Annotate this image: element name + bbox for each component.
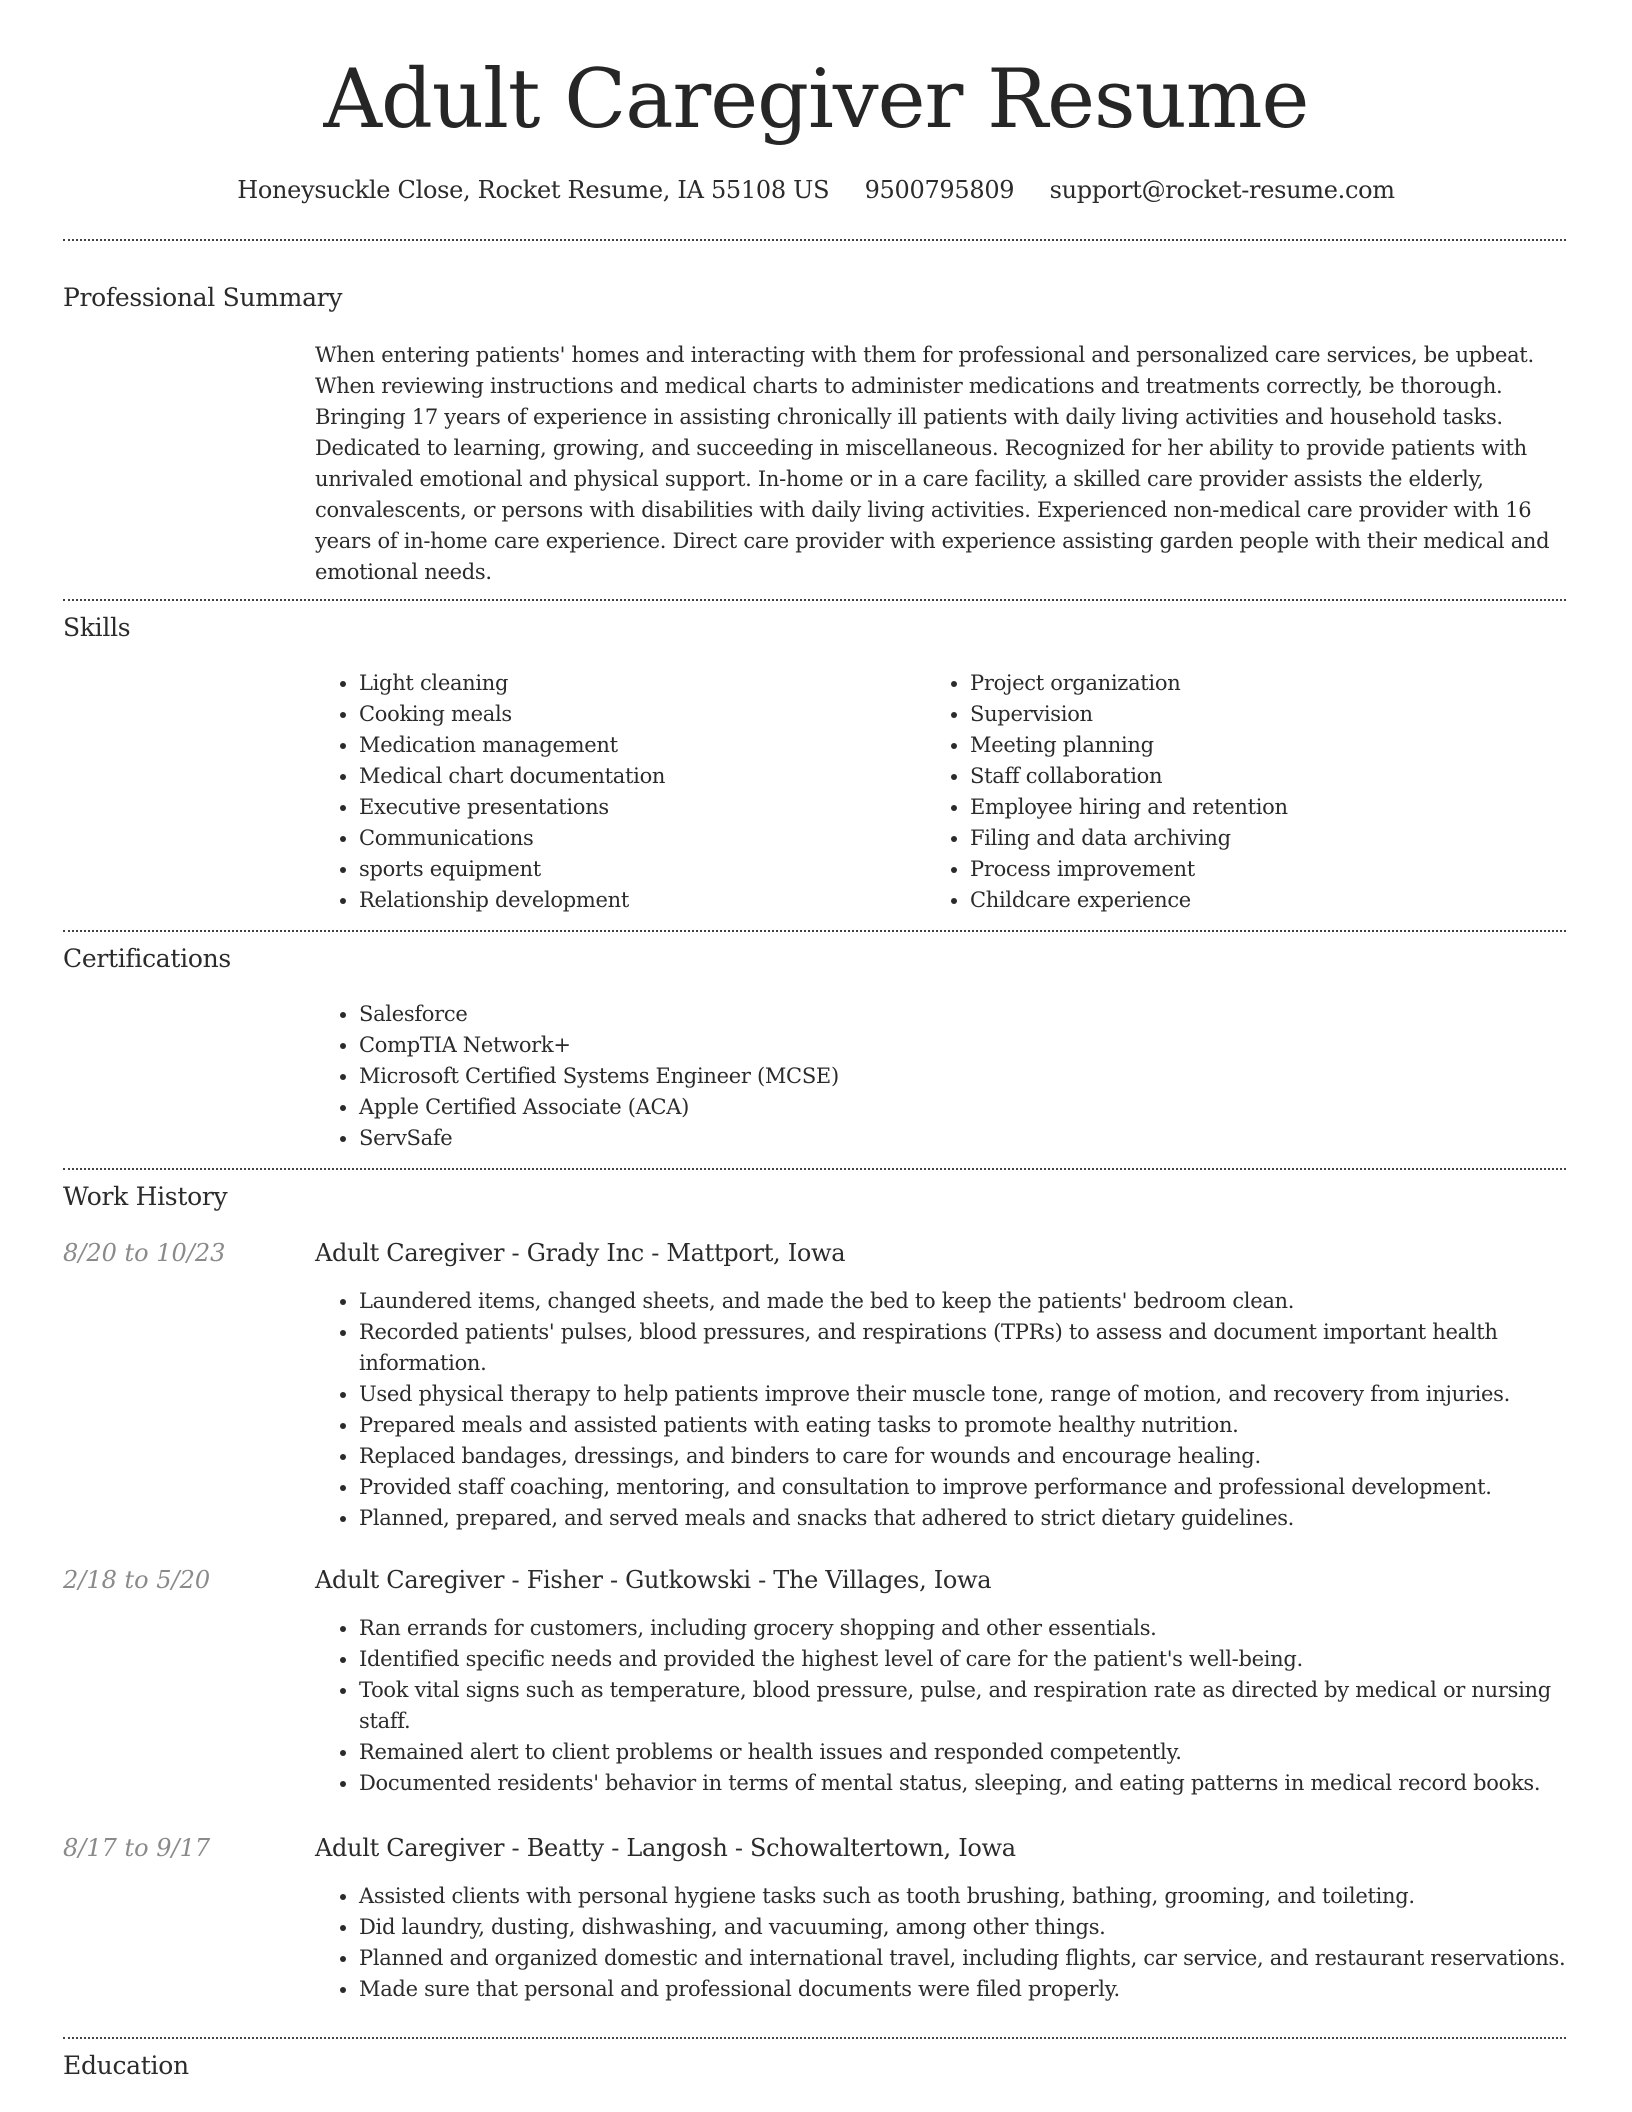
job-bullet: • Made sure that personal and professional documents were filed properly. <box>359 1974 1619 2005</box>
job-bullet: • Laundered items, changed sheets, and made the bed to keep the patients' bedroom clean. <box>359 1286 1559 1317</box>
certification-item: • Salesforce <box>359 999 1559 1030</box>
job-bullets <box>315 1613 1559 1799</box>
summary-heading: Professional Summary <box>63 283 343 312</box>
job-bullet: • Remained alert to client problems or health issues and responded competently. <box>359 1737 1559 1768</box>
skill-item: • Employee hiring and retention <box>970 792 1570 823</box>
education-heading: Education <box>63 2051 189 2080</box>
contact-email: support@rocket-resume.com <box>1049 176 1395 204</box>
job-bullet: • Replaced bandages, dressings, and binders to care for wounds and encourage healing. <box>359 1441 1559 1472</box>
skill-item: • Filing and data archiving <box>970 823 1570 854</box>
section-divider <box>63 1168 1566 1170</box>
skill-item: • Supervision <box>970 699 1570 730</box>
skill-item: • Medication management <box>359 730 919 761</box>
job-bullet: • Used physical therapy to help patients improve their muscle tone, range of motion, and recovery from injuries. <box>359 1379 1559 1410</box>
skill-item: • Cooking meals <box>359 699 919 730</box>
resume-title: Adult Caregiver Resume <box>323 53 1309 147</box>
job-title: Adult Caregiver - Grady Inc - Mattport, Iowa <box>315 1239 846 1267</box>
job-title: Adult Caregiver - Beatty - Langosh - Schowaltertown, Iowa <box>315 1834 1016 1862</box>
skill-item: • Medical chart documentation <box>359 761 919 792</box>
skill-item: • Communications <box>359 823 919 854</box>
skills-heading: Skills <box>63 613 131 642</box>
skill-item: • Relationship development <box>359 885 919 916</box>
job-dates: 2/18 to 5/20 <box>63 1566 211 1594</box>
skill-item: • sports equipment <box>359 854 919 885</box>
certification-item: • ServSafe <box>359 1123 1559 1154</box>
skill-item: • Staff collaboration <box>970 761 1570 792</box>
job-dates: 8/17 to 9/17 <box>63 1834 211 1862</box>
work-history-heading: Work History <box>63 1182 228 1211</box>
job-bullet: • Took vital signs such as temperature, blood pressure, pulse, and respiration rate as directed by medical or nursing staff. <box>359 1675 1559 1737</box>
contact-line <box>0 170 1632 210</box>
job-bullet: • Assisted clients with personal hygiene tasks such as tooth brushing, bathing, grooming, and toileting. <box>359 1881 1619 1912</box>
skill-item: • Project organization <box>970 668 1570 699</box>
skill-item: • Childcare experience <box>970 885 1570 916</box>
job-bullet: • Planned and organized domestic and international travel, including flights, car service, and restaurant reservations. <box>359 1943 1619 1974</box>
job-bullet: • Documented residents' behavior in terms of mental status, sleeping, and eating patterns in medical record books. <box>359 1768 1559 1799</box>
section-divider <box>63 2037 1566 2039</box>
skill-item: • Light cleaning <box>359 668 919 699</box>
skill-item: • Executive presentations <box>359 792 919 823</box>
certifications-heading: Certifications <box>63 944 231 973</box>
section-divider <box>63 599 1566 601</box>
job-bullet: • Recorded patients' pulses, blood pressures, and respirations (TPRs) to assess and document important health information. <box>359 1317 1559 1379</box>
certification-item: • CompTIA Network+ <box>359 1030 1559 1061</box>
skill-item: • Process improvement <box>970 854 1570 885</box>
section-divider <box>63 930 1566 932</box>
skills-list-right <box>926 668 1570 916</box>
job-bullet: • Ran errands for customers, including grocery shopping and other essentials. <box>359 1613 1559 1644</box>
section-divider <box>63 239 1566 241</box>
job-bullet: • Identified specific needs and provided the highest level of care for the patient's well-being. <box>359 1644 1559 1675</box>
job-dates: 8/20 to 10/23 <box>63 1239 226 1267</box>
contact-phone: 9500795809 <box>864 176 1015 204</box>
skills-list-left <box>315 668 919 916</box>
certifications-list <box>315 999 1559 1154</box>
job-bullet: • Planned, prepared, and served meals and snacks that adhered to strict dietary guidelines. <box>359 1503 1559 1534</box>
summary-text: When entering patients' homes and interacting with them for professional and personalized care services, be upbeat. When reviewing instructions and medical charts to administer medications and treatments correctly, be thorough. Bringing 17 years of experience in assisting chronically ill patients with daily living activities and household tasks. Dedicated to learning, growing, and succeeding in miscellaneous. Recognized for her ability to provide patients with unrivaled emotional and physical support. In-home or in a care facility, a skilled care provider assists the elderly, convalescents, or persons with disabilities with daily living activities. Experienced non-medical care provider with 16 years of in-home care experience. Direct care provider with experience assisting garden people with their medical and emotional needs. <box>315 343 1550 584</box>
contact-address: Honeysuckle Close, Rocket Resume, IA 55108 US <box>237 176 830 204</box>
job-bullet: • Prepared meals and assisted patients with eating tasks to promote healthy nutrition. <box>359 1410 1559 1441</box>
certification-item: • Apple Certified Associate (ACA) <box>359 1092 1559 1123</box>
job-title: Adult Caregiver - Fisher - Gutkowski - The Villages, Iowa <box>315 1566 992 1594</box>
skill-item: • Meeting planning <box>970 730 1570 761</box>
job-bullet: • Provided staff coaching, mentoring, and consultation to improve performance and professional development. <box>359 1472 1559 1503</box>
certification-item: • Microsoft Certified Systems Engineer (MCSE) <box>359 1061 1559 1092</box>
job-bullets <box>315 1286 1559 1534</box>
job-bullet: • Did laundry, dusting, dishwashing, and vacuuming, among other things. <box>359 1912 1619 1943</box>
job-bullets <box>315 1881 1619 2005</box>
